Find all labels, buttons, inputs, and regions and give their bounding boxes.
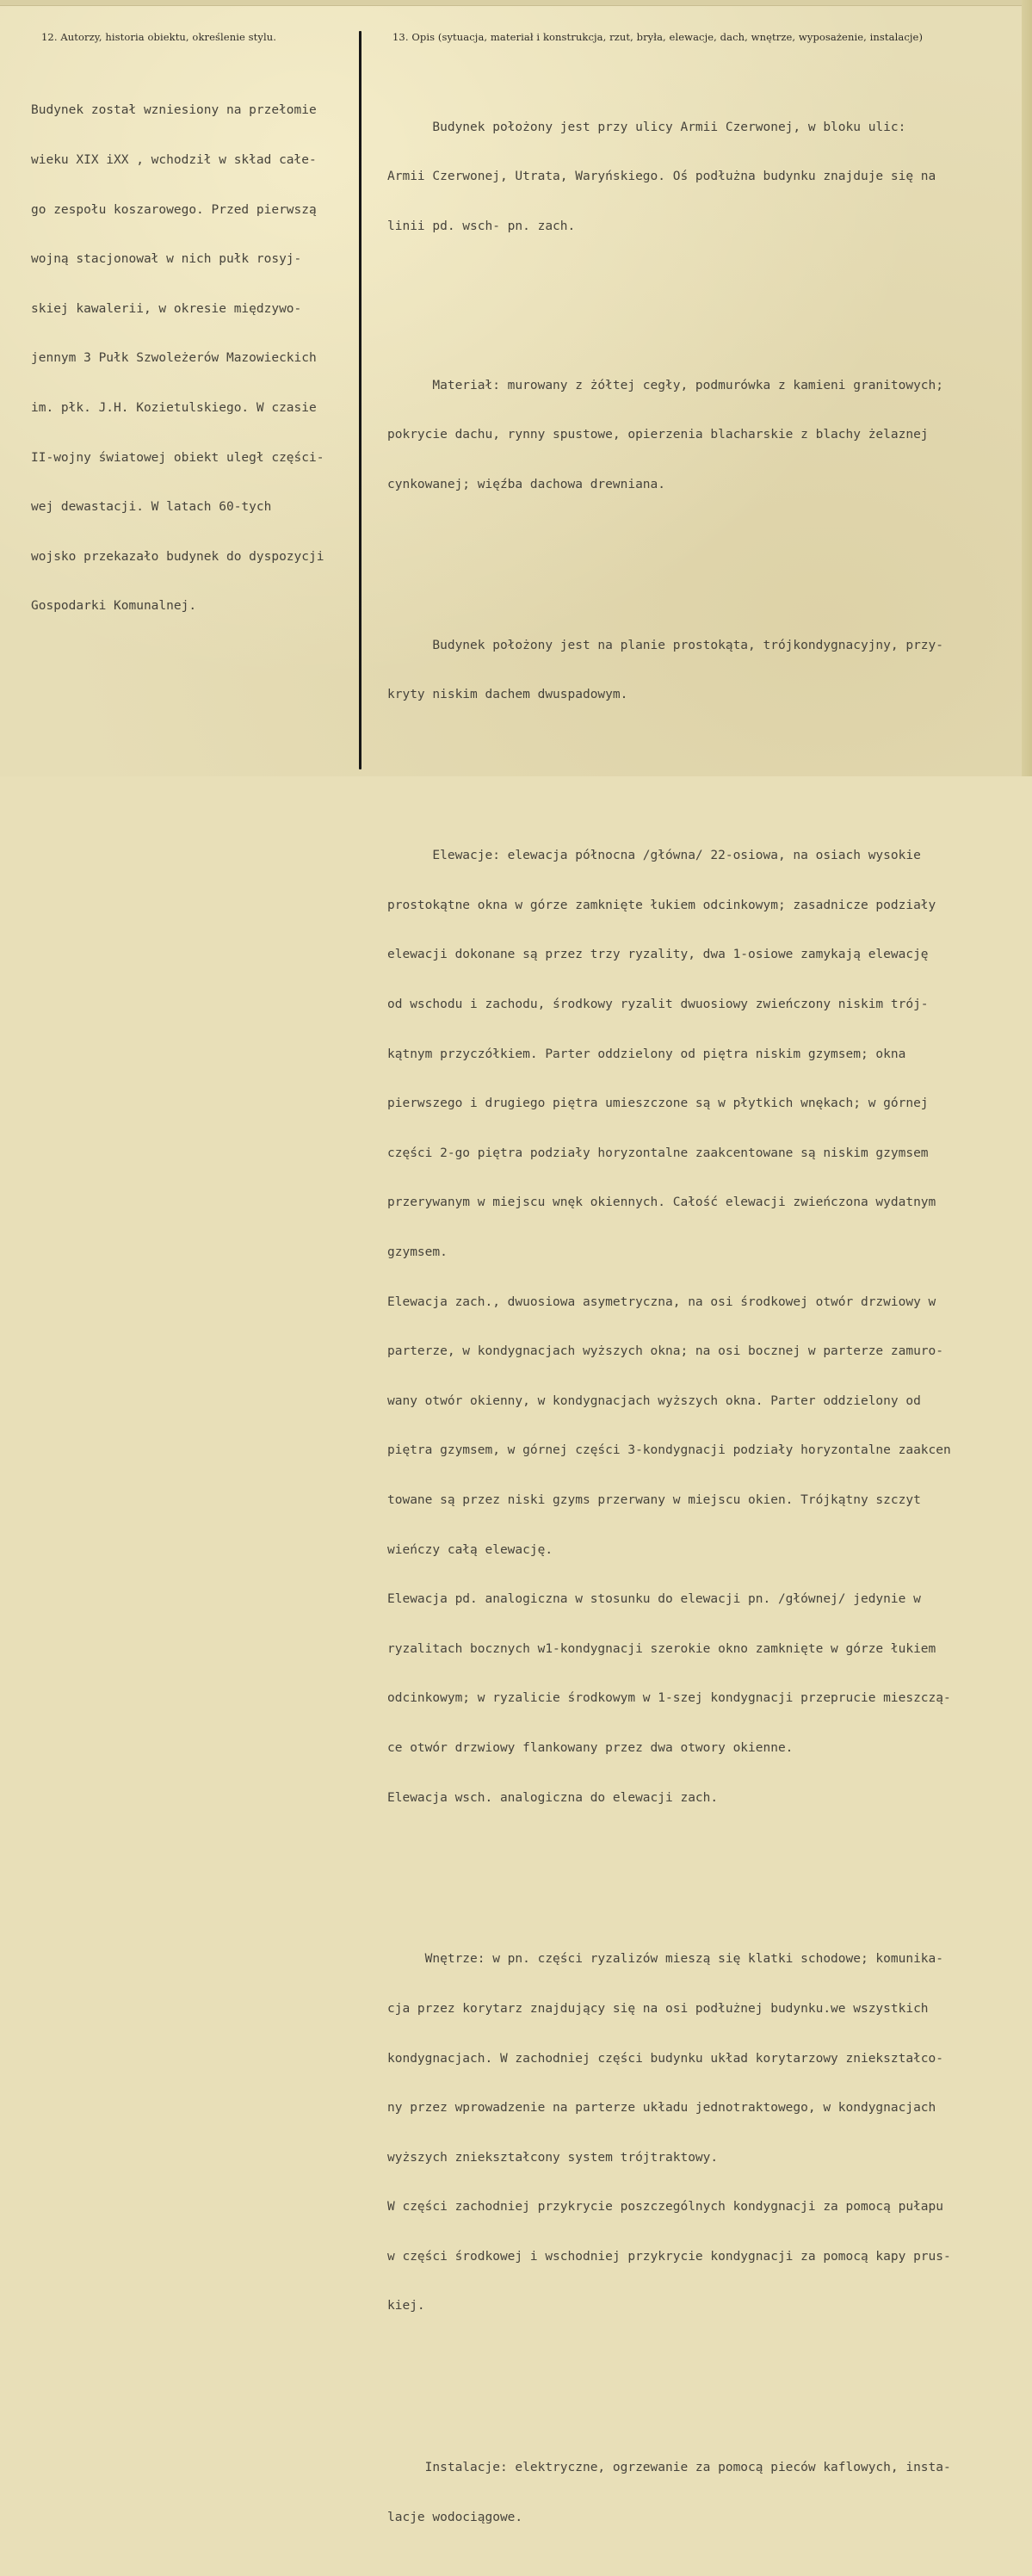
elevation-line: Elewacja pd. analogiczna w stosunku do elewacji pn. /głównej/ jedynie w [387,1592,921,1607]
history-line: jennym 3 Pułk Szwoleżerów Mazowieckich [31,351,317,366]
installation-line: Instalacje: elektryczne, ogrzewanie za pomocą pieców kaflowych, insta- [387,2461,951,2475]
plan-line: kryty niskim dachem dwuspadowym. [387,688,628,702]
elevation-line: gzymsem. [387,1245,448,1259]
situation-line: Budynek położony jest przy ulicy Armii Czerwonej, w bloku ulic: [387,120,906,134]
elevation-line: wany otwór okienny, w kondygnacjach wyższych okna. Parter oddzielony od [387,1393,921,1408]
interior-paragraph [387,1918,951,2348]
elevation-line: ce otwór drzwiowy flankowany przez dwa otwory okienne. [387,1740,794,1755]
interior-line: cja przez korytarz znajdujący się na osi podłużnej budynku.we wszystkich [387,2001,929,2016]
history-line: Budynek został wzniesiony na przełomie [31,103,317,118]
material-line: pokrycie dachu, rynny spustowe, opierzenia blacharskie z blachy żelaznej [387,428,929,442]
elevation-line: ryzalitach bocznych w1-kondygnacji szerokie okno zamknięte w górze łukiem [387,1641,936,1656]
history-line: wieku XIX iXX , wchodził w skład całe- [31,153,317,167]
history-line: wej dewastacji. W latach 60-tych [31,500,272,515]
elevation-line: wieńczy całą elewację. [387,1542,553,1557]
interior-line: W części zachodniej przykrycie poszczególnych kondygnacji za pomocą pułapu [387,2200,944,2215]
elevation-line: kątnym przyczółkiem. Parter oddzielony od piętra niskim gzymsem; okna [387,1047,906,1061]
material-line: cynkowanej; więźba dachowa drewniana. [387,478,666,491]
history-line: II-wojny światowej obiekt uległ części- [31,450,324,465]
history-line: Gospodarki Komunalnej. [31,599,197,614]
elevations-paragraph [387,815,951,1839]
elevation-line: odcinkowym; w ryzalicie środkowym w 1-szej kondygnacji przeprucie mieszczą- [387,1691,951,1706]
history-line: wojną stacjonował w nich pułk rosyj- [31,252,302,267]
elevation-line: piętra gzymsem, w górnej części 3-kondygnacji podziały horyzontalne zaakcen [387,1443,951,1458]
elevation-line: elewacji dokonane są przez trzy ryzality, dwa 1-osiowe zamykają elewację [387,948,929,962]
situation-paragraph [387,86,951,268]
situation-line: Armii Czerwonej, Utrata, Waryńskiego. Oś podłużna budynku znajduje się na [387,170,936,184]
interior-line: wyższych zniekształcony system trójtraktowy. [387,2150,719,2165]
plan-paragraph [387,604,951,737]
interior-line: kondygnacjach. W zachodniej części budynku układ korytarzowy zniekształco- [387,2051,944,2066]
history-column [31,70,324,632]
page-right-edge [1022,0,1032,776]
interior-line: kiej. [387,2299,425,2313]
right-section-heading: 13. Opis (sytuacja, materiał i konstrukcja, rzut, bryła, elewacje, dach, wnętrze, wyposażenie, instalacje) [392,31,924,43]
elevation-line: części 2-go piętra podziały horyzontalne zaakcentowane są niskim gzymsem [387,1146,929,1160]
history-line: go zespołu koszarowego. Przed pierwszą [31,202,317,217]
page-top-edge [0,0,1032,6]
column-divider [359,31,362,769]
interior-line: ny przez wprowadzenie na parterze układu jednotraktowego, w kondygnacjach [387,2101,936,2116]
plan-line: Budynek położony jest na planie prostokąta, trójkondygnacyjny, przy- [387,638,944,652]
installations-paragraph [387,2427,951,2560]
description-column [387,53,951,2576]
elevation-line: Elewacja wsch. analogiczna do elewacji zach. [387,1790,719,1805]
elevation-line: od wschodu i zachodu, środkowy ryzalit dwuosiowy zwieńczony niskim trój- [387,998,929,1011]
elevation-line: prostokątne okna w górze zamknięte łukiem odcinkowym; zasadnicze podziały [387,898,936,912]
material-line: Materiał: murowany z żółtej cegły, podmurówka z kamieni granitowych; [387,378,944,392]
material-paragraph [387,344,951,526]
left-section-heading: 12. Autorzy, historia obiektu, określenie stylu. [41,31,277,43]
history-line: im. płk. J.H. Kozietulskiego. W czasie [31,400,317,415]
elevation-line: Elewacja zach., dwuosiowa asymetryczna, na osi środkowej otwór drzwiowy w [387,1294,936,1309]
history-line: wojsko przekazało budynek do dyspozycji [31,549,324,564]
installation-line: lacje wodociągowe. [387,2510,523,2524]
history-line: skiej kawalerii, w okresie międzywo- [31,301,302,316]
elevation-line: przerywanym w miejscu wnęk okiennych. Całość elewacji zwieńczona wydatnym [387,1195,936,1210]
interior-line: w części środkowej i wschodniej przykrycie kondygnacji za pomocą kapy prus- [387,2249,951,2264]
elevation-line: pierwszego i drugiego piętra umieszczone są w płytkich wnękach; w górnej [387,1096,929,1111]
elevation-line: parterze, w kondygnacjach wyższych okna; na osi bocznej w parterze zamuro- [387,1344,944,1359]
elevation-line: Elewacje: elewacja północna /główna/ 22-osiowa, na osiach wysokie [387,849,921,863]
elevation-line: towane są przez niski gzyms przerwany w miejscu okien. Trójkątny szczyt [387,1492,921,1507]
situation-line: linii pd. wsch- pn. zach. [387,219,576,233]
interior-line: Wnętrze: w pn. części ryzalizów mieszą się klatki schodowe; komunika- [387,1952,944,1967]
